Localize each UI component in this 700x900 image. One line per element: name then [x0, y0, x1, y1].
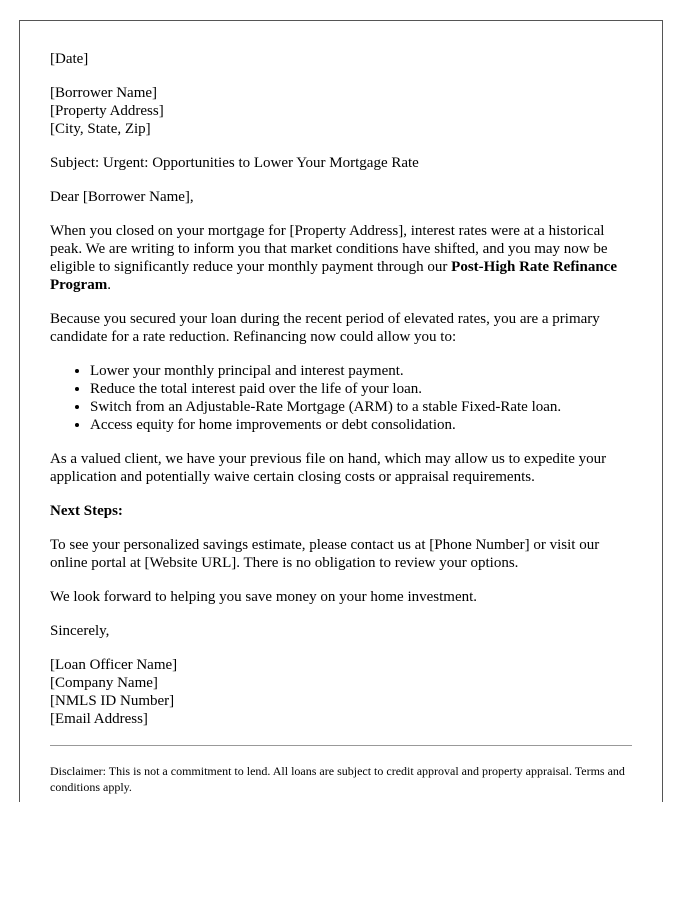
candidate-paragraph: Because you secured your loan during the recent period of elevated rates, you are a primary candidate for a rate reduction. Refinancing now could allow you to:	[50, 311, 600, 345]
recipient-address	[50, 84, 632, 138]
list-item: • Switch from an Adjustable-Rate Mortgage (ARM) to a stable Fixed-Rate loan.	[90, 398, 632, 416]
client-paragraph: As a valued client, we have your previous file on hand, which may allow us to expedite your application and potentially waive certain closing costs or appraisal requirements.	[50, 451, 607, 485]
list-item: • Access equity for home improvements or debt consolidation.	[90, 416, 632, 434]
recipient-name: [Borrower Name]	[50, 85, 158, 101]
contact-paragraph: To see your personalized savings estimate, please contact us at [Phone Number] or visit our online portal at [Website URL]. There is no obligation to review your options.	[50, 537, 600, 571]
divider	[50, 745, 632, 746]
recipient-property: [Property Address]	[50, 103, 164, 119]
company-name: [Company Name]	[50, 675, 158, 691]
program-name: Post-High Rate Refinance Program	[50, 259, 617, 293]
intro-paragraph	[50, 222, 632, 294]
recipient-city: [City, State, Zip]	[50, 121, 151, 137]
next-steps-label: Next Steps:	[50, 503, 123, 519]
closing-paragraph: We look forward to helping you save money on your home investment.	[50, 589, 478, 605]
email-address: [Email Address]	[50, 711, 148, 727]
benefits-list	[50, 362, 632, 434]
intro-text: When you closed on your mortgage for [Property Address], interest rates were at a historical peak. We are writing to inform you that market conditions have shifted, and you may now be eligible to significantly reduce your monthly payment through our	[50, 223, 608, 275]
disclaimer: Disclaimer: This is not a commitment to lend. All loans are subject to credit approval and property appraisal. Terms and conditions apply.	[50, 764, 625, 794]
closing: Sincerely,	[50, 623, 110, 639]
salutation: Dear [Borrower Name],	[50, 189, 194, 205]
date: [Date]	[50, 51, 89, 67]
signature-block	[50, 656, 632, 728]
letter-page	[19, 20, 663, 802]
next-steps-heading	[50, 502, 632, 520]
list-item: • Lower your monthly principal and interest payment.	[90, 362, 632, 380]
intro-end: .	[107, 277, 111, 293]
subject-line: Subject: Urgent: Opportunities to Lower Your Mortgage Rate	[50, 155, 419, 171]
loan-officer-name: [Loan Officer Name]	[50, 657, 178, 673]
list-item: • Reduce the total interest paid over the life of your loan.	[90, 380, 632, 398]
nmls-id: [NMLS ID Number]	[50, 693, 175, 709]
